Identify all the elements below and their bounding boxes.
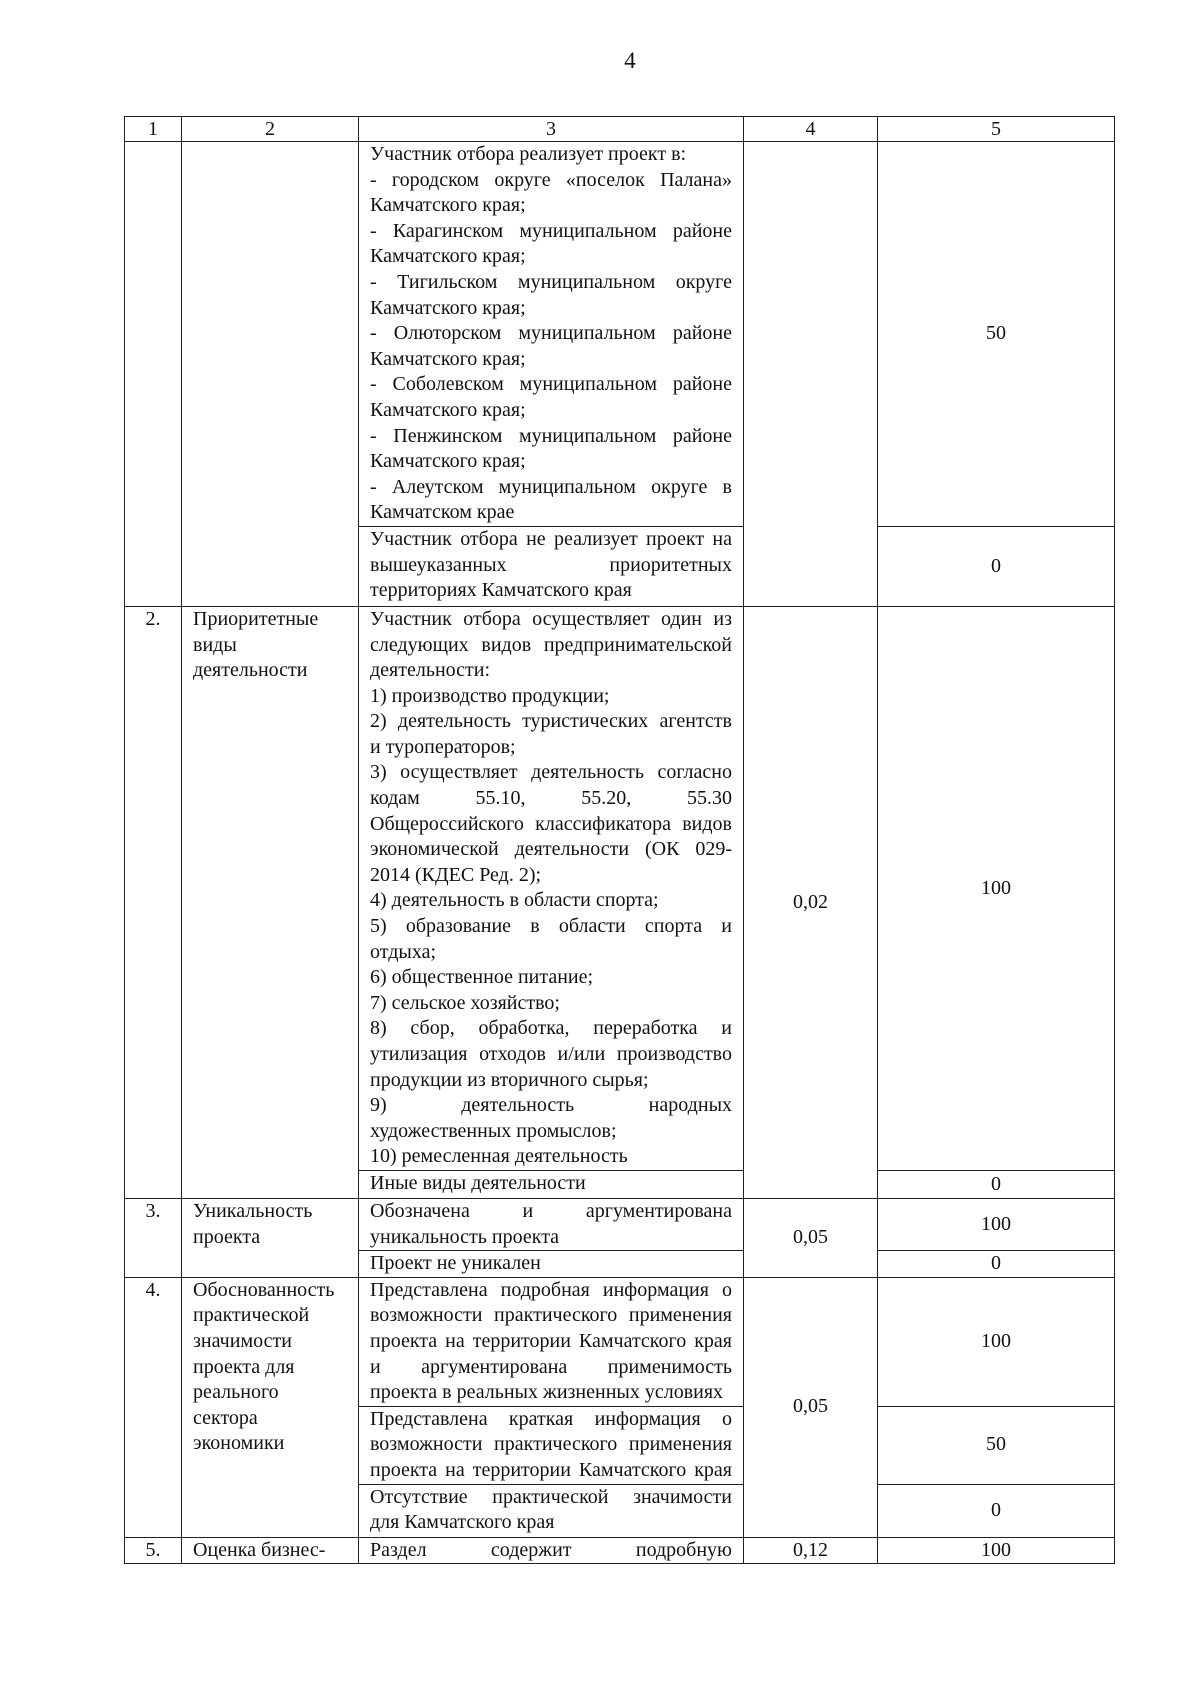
score-cell: 50 bbox=[878, 1406, 1115, 1484]
column-header-4: 4 bbox=[744, 117, 878, 142]
text-line: Участник отбора не реализует проект на bbox=[370, 527, 732, 550]
text-line: Участник отбора осуществляет один из bbox=[370, 607, 732, 630]
score-cell: 100 bbox=[878, 606, 1115, 1170]
score-cell: 100 bbox=[878, 1198, 1115, 1250]
text-line: практической bbox=[193, 1304, 310, 1327]
text-line: деятельности: bbox=[370, 659, 491, 682]
criterion-name-cell bbox=[182, 1198, 359, 1277]
text-line: 3) осуществляет деятельность согласно bbox=[370, 761, 732, 784]
text-line: территориях Камчатского края bbox=[370, 579, 632, 602]
option-text-cell: Иные виды деятельности bbox=[359, 1170, 744, 1198]
text-line: 2) деятельность туристических агентств bbox=[370, 710, 732, 733]
column-header-1: 1 bbox=[125, 117, 182, 142]
text-line: Раздел содержит подробную bbox=[370, 1538, 732, 1561]
score-cell: 50 bbox=[878, 142, 1115, 527]
column-header-5: 5 bbox=[878, 117, 1115, 142]
score-cell: 0 bbox=[878, 1251, 1115, 1278]
criteria-table bbox=[124, 116, 1115, 1564]
text-line: - Алеутском муниципальном округе в bbox=[370, 475, 732, 498]
text-line: возможности практического применения bbox=[370, 1433, 732, 1456]
text-line: для Камчатского края bbox=[370, 1511, 555, 1534]
text-line: проекта bbox=[193, 1225, 261, 1248]
text-line: 7) сельское хозяйство; bbox=[370, 991, 560, 1014]
text-line: экономической деятельности (ОК 029- bbox=[370, 838, 732, 861]
text-line: отдыха; bbox=[370, 940, 436, 963]
text-line: 6) общественное питание; bbox=[370, 966, 594, 989]
text-line: и аргументирована применимость bbox=[370, 1355, 732, 1378]
text-line: Приоритетные bbox=[193, 607, 319, 630]
score-cell: 100 bbox=[878, 1537, 1115, 1564]
text-line: экономики bbox=[193, 1432, 285, 1455]
text-line: проекта на территории Камчатского края bbox=[370, 1329, 732, 1352]
text-line: 4) деятельность в области спорта; bbox=[370, 889, 659, 912]
text-line: Участник отбора реализует проект в: bbox=[370, 143, 687, 165]
text-line: - Карагинском муниципальном районе bbox=[370, 219, 732, 242]
text-line: Камчатского края; bbox=[370, 347, 526, 370]
text-line: - городском округе «поселок Палана» bbox=[370, 168, 732, 191]
option-text-cell bbox=[359, 1406, 744, 1484]
table-row bbox=[125, 142, 1115, 527]
weight-cell: 0,12 bbox=[744, 1537, 878, 1564]
row-number-cell: 2. bbox=[125, 606, 182, 1198]
weight-cell: 0,05 bbox=[744, 1277, 878, 1537]
text-line: - Тигильском муниципальном округе bbox=[370, 270, 732, 293]
table-header-row bbox=[125, 117, 1115, 142]
table-row bbox=[125, 1537, 1115, 1564]
weight-cell bbox=[744, 142, 878, 607]
option-text-cell bbox=[359, 142, 744, 527]
row-number-cell: 5. bbox=[125, 1537, 182, 1564]
option-text-cell bbox=[359, 526, 744, 606]
option-text-cell bbox=[359, 1277, 744, 1406]
option-text-cell: Проект не уникален bbox=[359, 1251, 744, 1278]
text-line: Уникальность bbox=[193, 1199, 313, 1222]
column-header-3: 3 bbox=[359, 117, 744, 142]
text-line: Оценка бизнес- bbox=[193, 1538, 326, 1561]
text-line: Камчатского края; bbox=[370, 398, 526, 421]
page-number: 4 bbox=[624, 48, 636, 73]
text-line: значимости bbox=[193, 1329, 292, 1352]
text-line: 9) деятельность народных bbox=[370, 1094, 732, 1117]
text-line: Камчатского края; bbox=[370, 245, 526, 268]
weight-cell: 0,05 bbox=[744, 1198, 878, 1277]
text-line: Камчатского края; bbox=[370, 194, 526, 217]
text-line: следующих видов предпринимательской bbox=[370, 633, 732, 656]
text-line: проекта на территории Камчатского края bbox=[370, 1458, 732, 1481]
text-line: 5) образование в области спорта и bbox=[370, 915, 732, 938]
text-line: Представлена краткая информация о bbox=[370, 1407, 732, 1430]
option-text-cell bbox=[359, 1537, 744, 1564]
option-text-cell bbox=[359, 606, 744, 1170]
criterion-name-cell bbox=[182, 1277, 359, 1537]
text-line: реального bbox=[193, 1381, 279, 1404]
text-line: возможности практического применения bbox=[370, 1304, 732, 1327]
row-number-cell: 3. bbox=[125, 1198, 182, 1277]
score-cell: 0 bbox=[878, 1484, 1115, 1537]
text-line: Камчатского края; bbox=[370, 296, 526, 319]
text-line: уникальность проекта bbox=[370, 1225, 560, 1248]
criterion-name-cell bbox=[182, 1537, 359, 1564]
text-line: Обозначена и аргументирована bbox=[370, 1199, 732, 1222]
text-line: 8) сбор, обработка, переработка и bbox=[370, 1017, 732, 1040]
table-row bbox=[125, 606, 1115, 1170]
text-line: виды bbox=[193, 633, 237, 656]
weight-cell: 0,02 bbox=[744, 606, 878, 1198]
option-text-cell bbox=[359, 1484, 744, 1537]
column-header-2: 2 bbox=[182, 117, 359, 142]
text-line: 10) ремесленная деятельность bbox=[370, 1145, 628, 1168]
row-number-cell: 4. bbox=[125, 1277, 182, 1537]
text-line: и туроператоров; bbox=[370, 735, 516, 758]
text-line: проекта в реальных жизненных условиях bbox=[370, 1381, 724, 1404]
text-line: утилизация отходов и/или производство bbox=[370, 1043, 732, 1065]
criterion-name-cell bbox=[182, 142, 359, 607]
text-line: деятельности bbox=[193, 659, 308, 682]
text-line: 1) производство продукции; bbox=[370, 684, 610, 707]
text-line: 2014 (КДЕС Ред. 2); bbox=[370, 863, 542, 886]
option-text-cell bbox=[359, 1198, 744, 1250]
text-line: Отсутствие практической значимости bbox=[370, 1485, 732, 1508]
score-cell: 0 bbox=[878, 526, 1115, 606]
score-cell: 100 bbox=[878, 1277, 1115, 1406]
text-line: проекта для bbox=[193, 1355, 295, 1378]
score-cell: 0 bbox=[878, 1170, 1115, 1198]
table-row bbox=[125, 1198, 1115, 1250]
text-line: сектора bbox=[193, 1406, 258, 1429]
text-line: Представлена подробная информация о bbox=[370, 1278, 732, 1301]
text-line: Камчатского края; bbox=[370, 450, 526, 473]
text-line: продукции из вторичного сырья; bbox=[370, 1068, 649, 1091]
text-line: Общероссийского классификатора видов bbox=[370, 812, 732, 835]
text-line: Обоснованность bbox=[193, 1278, 335, 1301]
text-line: вышеуказанных приоритетных bbox=[370, 553, 732, 576]
text-line: - Соболевском муниципальном районе bbox=[370, 373, 732, 396]
criterion-name-cell bbox=[182, 606, 359, 1198]
row-number-cell bbox=[125, 142, 182, 607]
text-line: художественных промыслов; bbox=[370, 1119, 617, 1142]
text-line: - Олюторском муниципальном районе bbox=[370, 322, 732, 345]
text-line: кодам 55.10, 55.20, 55.30 bbox=[370, 787, 732, 810]
text-line: - Пенжинском муниципальном районе bbox=[370, 424, 732, 447]
text-line: Камчатском крае bbox=[370, 501, 515, 524]
table-row bbox=[125, 1277, 1115, 1406]
